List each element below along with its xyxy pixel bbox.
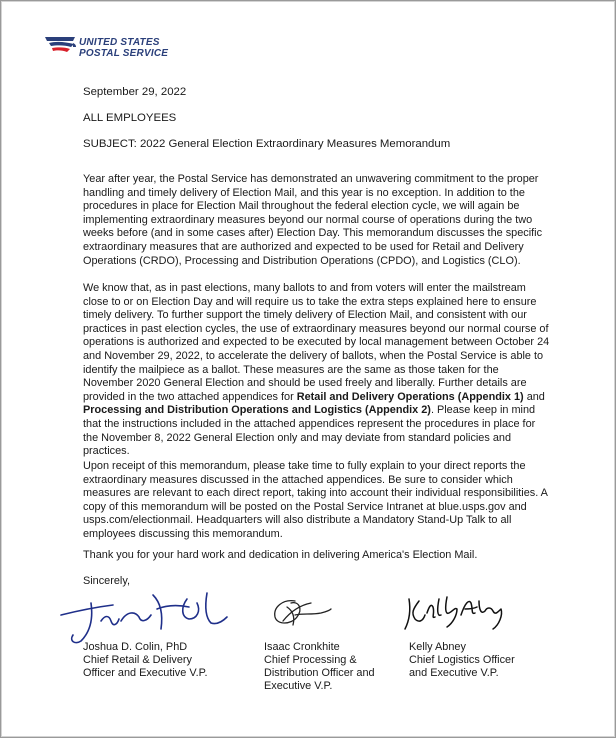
signer-title-line: Officer and Executive V.P. bbox=[83, 666, 208, 679]
signer-cronkhite bbox=[264, 641, 375, 693]
memo-subject: SUBJECT: 2022 General Election Extraordinary Measures Memorandum bbox=[83, 138, 451, 150]
body-paragraph-3: Upon receipt of this memorandum, please take time to fully explain to your direct reports the extraordinary measures discussed in the attached appendices. Be sure to consider which measures are relevant to each direct report, taking into account their individual responsibilities. A copy of this memorandum will be posted on the Postal Service Intranet at blue.usps.gov and usps.com/electionmail. Headquarters will also distribute a Mandatory Stand-Up Talk to all employees discussing this memorandum. bbox=[83, 460, 548, 540]
eagle-logo-icon bbox=[43, 35, 77, 57]
signer-title-line: Chief Logistics Officer bbox=[409, 653, 515, 666]
signer-title-line: Chief Retail & Delivery bbox=[83, 653, 192, 666]
body-paragraph-2 bbox=[83, 282, 551, 459]
signature-colin bbox=[57, 585, 237, 647]
p2-appendix-2: Processing and Distribution Operations and Logistics (Appendix 2) bbox=[83, 404, 431, 417]
p2-appendix-1: Retail and Delivery Operations (Appendix 1) bbox=[296, 390, 524, 403]
signer-title-line: Distribution Officer and bbox=[264, 666, 375, 679]
signer-title-line: Chief Processing & bbox=[264, 653, 357, 666]
signature-cronkhite bbox=[265, 593, 335, 633]
signature-abney bbox=[401, 593, 513, 635]
p2-text-e: . Please keep in mind that the instructions included in the attached appendices represent the procedures in place for the November 8, 2022 General Election only and may deviate from standard policies and practices. bbox=[83, 404, 536, 458]
logo-line-1: UNITED STATES bbox=[79, 37, 160, 48]
signer-abney bbox=[409, 641, 515, 680]
body-paragraph-4: Thank you for your hard work and dedication in delivering America's Election Mail. bbox=[83, 549, 478, 561]
p2-text-c: and bbox=[523, 390, 545, 403]
signer-title-line: and Executive V.P. bbox=[409, 666, 499, 679]
logo-line-2: POSTAL SERVICE bbox=[79, 47, 169, 59]
signer-name: Joshua D. Colin, PhD bbox=[83, 641, 188, 653]
body-paragraph-1: Year after year, the Postal Service has demonstrated an unwavering commitment to the proper handling and timely delivery of Election Mail, and this year is no exception. In addition to the procedures in place for Election Mail throughout the federal election cycle, we will again be implementing extraordinary measures beyond our normal course of operations during the two weeks before (and in some cases after) Election Day. This memorandum discusses the specific extraordinary measures that are authorized and expected to be used for Retail and Delivery Operations (CRDO), Processing and Distribution Operations (CPDO), and Logistics (CLO). bbox=[83, 173, 543, 267]
memo-date: September 29, 2022 bbox=[83, 86, 187, 98]
signer-name: Isaac Cronkhite bbox=[264, 641, 340, 653]
closing: Sincerely, bbox=[83, 575, 131, 587]
p2-text-a: We know that, as in past elections, many ballots to and from voters will enter the mailstream close to or on Election Day and will require us to take the extra steps explained here to ensure timely delivery. To further support the timely delivery of Election Mail, and consistent with our practices in past election cycles, the use of extraordinary measures beyond our normal course of operations is authorized and expected to be executed by local management between October 24 and November 29, 2022, to accelerate the delivery of ballots, when the Postal Service is able to identify the mailpiece as a ballot. These measures are the same as those taken for the November 2020 General Election and should be used freely and liberally. Further details are provided in the two attached appendices for bbox=[83, 282, 550, 403]
signer-name: Kelly Abney bbox=[409, 641, 466, 653]
logo-wordmark bbox=[79, 38, 168, 59]
signer-title-line: Executive V.P. bbox=[264, 679, 333, 692]
signer-colin bbox=[83, 641, 208, 680]
memo-recipient: ALL EMPLOYEES bbox=[83, 112, 177, 124]
